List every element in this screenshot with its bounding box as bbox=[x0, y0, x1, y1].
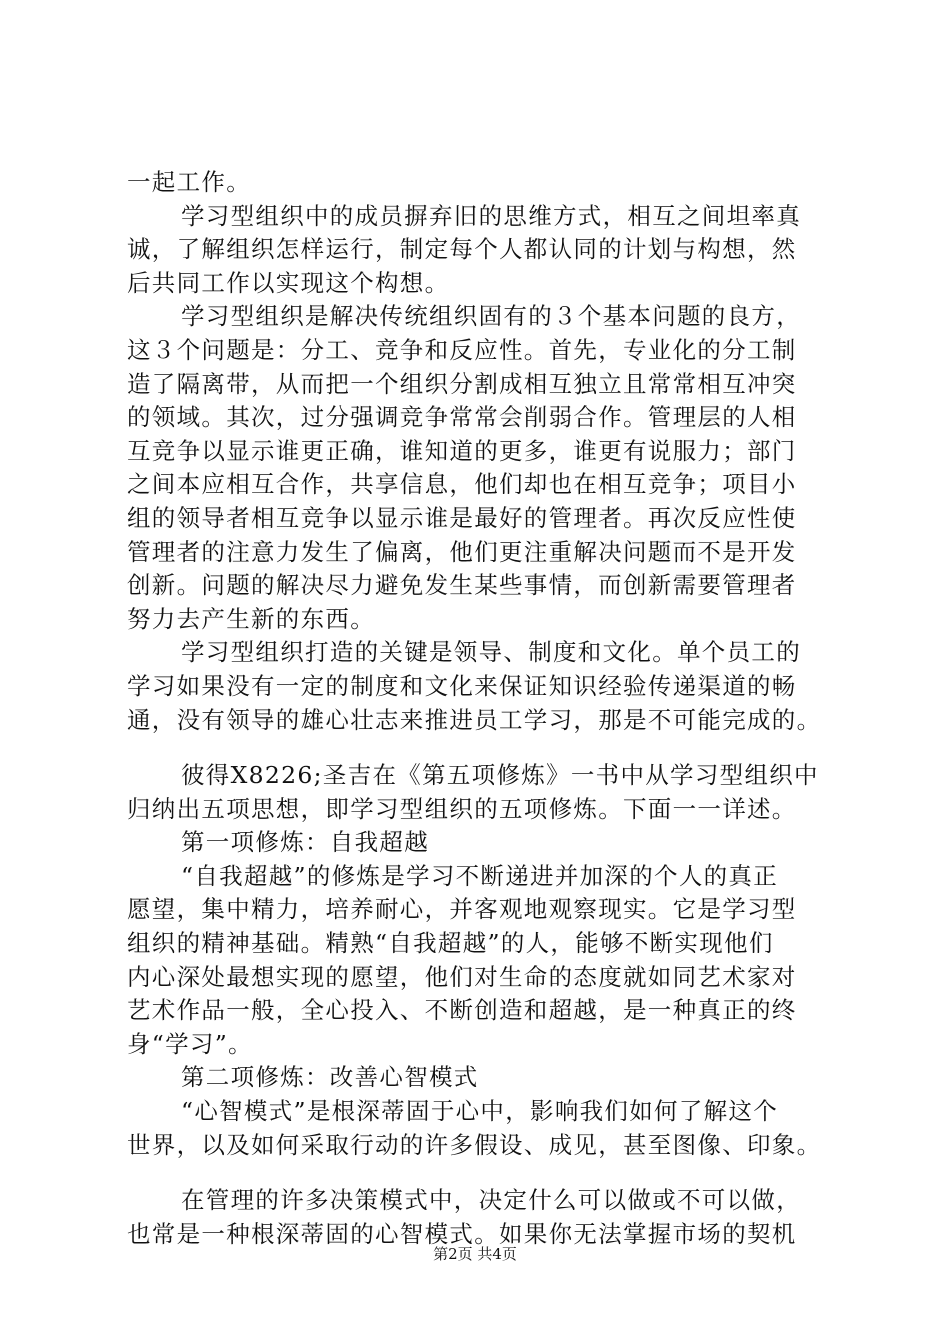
text-line: 诚，了解组织怎样运行，制定每个人都认同的计划与构想，然 bbox=[127, 235, 797, 264]
text-line: 通，没有领导的雄心壮志来推进员工学习，那是不可能完成的。 bbox=[127, 705, 822, 734]
text-line: 造了隔离带，从而把一个组织分割成相互独立且常常相互冲突 bbox=[127, 369, 797, 398]
text-line: 愿望，集中精力，培养耐心，并客观地观察现实。它是学习型 bbox=[127, 895, 797, 924]
text-line: 学习型组织中的成员摒弃旧的思维方式，相互之间坦率真 bbox=[181, 201, 801, 230]
text-line: 互竞争以显示谁更正确，谁知道的更多，谁更有说服力；部门 bbox=[127, 436, 797, 465]
text-line: 世界，以及如何采取行动的许多假设、成见，甚至图像、印象。 bbox=[127, 1130, 822, 1159]
text-line: 这３个问题是：分工、竞争和反应性。首先，专业化的分工制 bbox=[127, 335, 797, 364]
text-line: 在管理的许多决策模式中，决定什么可以做或不可以做， bbox=[181, 1186, 801, 1215]
text-line: 的领域。其次，过分强调竞争常常会削弱合作。管理层的人相 bbox=[127, 403, 797, 432]
text-line: 组的领导者相互竞争以显示谁是最好的管理者。再次反应性使 bbox=[127, 503, 797, 532]
text-line: 艺术作品一般，全心投入、不断创造和超越，是一种真正的终 bbox=[127, 996, 797, 1025]
text-line: 归纳出五项思想，即学习型组织的五项修炼。下面一一详述。 bbox=[127, 794, 797, 823]
text-line: 身“学习”。 bbox=[127, 1029, 253, 1058]
text-line: 学习型组织打造的关键是领导、制度和文化。单个员工的 bbox=[181, 638, 801, 667]
text-line: 内心深处最想实现的愿望，他们对生命的态度就如同艺术家对 bbox=[127, 962, 797, 991]
text-line: 之间本应相互合作，共享信息，他们却也在相互竞争；项目小 bbox=[127, 470, 797, 499]
paragraph-gap bbox=[127, 737, 837, 759]
text-line: 努力去产生新的东西。 bbox=[127, 604, 375, 633]
text-line: 一起工作。 bbox=[127, 168, 251, 196]
text-line: 也常是一种根深蒂固的心智模式。如果你无法掌握市场的契机 bbox=[127, 1219, 797, 1248]
text-line: 管理者的注意力发生了偏离，他们更注重解决问题而不是开发 bbox=[127, 537, 797, 566]
section-heading: 第二项修炼：改善心智模式 bbox=[181, 1063, 479, 1092]
section-heading: 第一项修炼：自我超越 bbox=[181, 828, 429, 857]
text-line: 后共同工作以实现这个构想。 bbox=[127, 268, 450, 297]
text-line: 学习如果没有一定的制度和文化来保证知识经验传递渠道的畅 bbox=[127, 671, 797, 700]
text-line: 彼得X8226;圣吉在《第五项修炼》一书中从学习型组织中 bbox=[181, 761, 819, 790]
document-body bbox=[127, 166, 837, 1251]
text-line: 组织的精神基础。精熟“自我超越”的人，能够不断实现他们 bbox=[127, 929, 774, 958]
page-footer: 第2页 共4页 bbox=[433, 1245, 517, 1263]
text-line: “自我超越”的修炼是学习不断递进并加深的个人的真正 bbox=[181, 861, 779, 890]
text-line: 学习型组织是解决传统组织固有的３个基本问题的良方， bbox=[181, 302, 801, 331]
text-line: “心智模式”是根深蒂固于心中，影响我们如何了解这个 bbox=[181, 1097, 779, 1126]
text-line: 创新。问题的解决尽力避免发生某些事情，而创新需要管理者 bbox=[127, 571, 797, 600]
paragraph-gap bbox=[127, 1162, 837, 1184]
